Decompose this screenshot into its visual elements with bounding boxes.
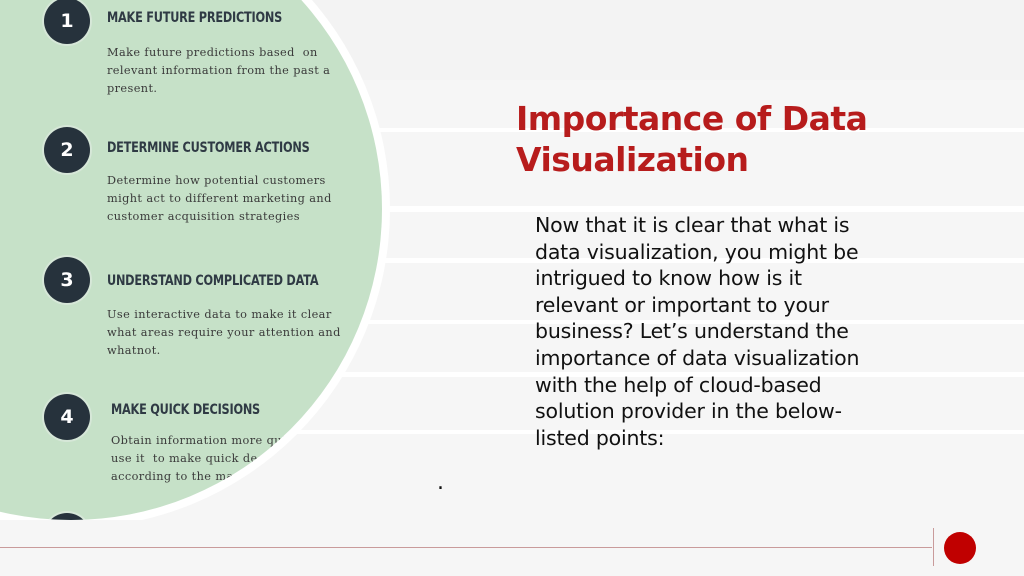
item-title-2: DETERMINE CUSTOMER ACTIONS xyxy=(107,140,310,156)
footer-divider xyxy=(0,547,932,548)
number-badge-3: 3 xyxy=(44,257,90,303)
number-badge-5-partial xyxy=(44,513,90,520)
item-title-1: MAKE FUTURE PREDICTIONS xyxy=(107,10,283,26)
slide-body-text: Now that it is clear that what is data visualization, you might be intrigued to know how is it relevant or important to your business? Let’s understand the importance of data visualization with the help of cloud-based solution provider in the below- listed points: xyxy=(535,213,860,450)
slide-heading: Importance of Data Visualization xyxy=(516,99,868,179)
item-description-2: Determine how potential customers might act to different marketing and customer acquisition strategies xyxy=(107,174,332,223)
number-badge-2: 2 xyxy=(44,127,90,173)
item-description-4: Obtain information more quic use it to make quick decisi according to the mark xyxy=(111,434,293,483)
item-title-3: UNDERSTAND COMPLICATED DATA xyxy=(107,273,319,289)
stray-mark: . xyxy=(437,470,444,495)
footer-vertical-divider xyxy=(933,528,934,566)
number-badge-4: 4 xyxy=(44,394,90,440)
item-description-3: Use interactive data to make it clear what areas require your attention and whatnot. xyxy=(107,308,341,357)
number-badge-1: 1 xyxy=(44,0,90,44)
footer-accent-dot xyxy=(944,532,976,564)
item-title-4: MAKE QUICK DECISIONS xyxy=(111,402,260,418)
item-description-1: Make future predictions based on relevant information from the past a present. xyxy=(107,46,331,95)
infographic-circle xyxy=(0,0,382,520)
